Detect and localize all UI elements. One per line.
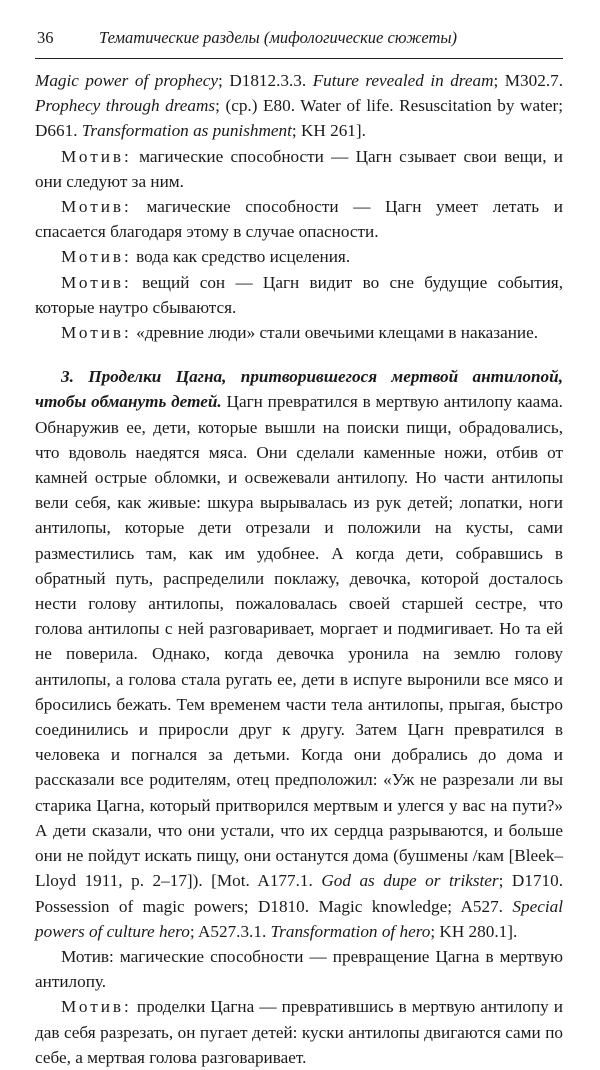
motif-lead: Мотив: [61, 272, 132, 292]
motif-paragraph [35, 194, 563, 244]
motif-paragraph [35, 144, 563, 194]
motif-lead: Мотив: [61, 197, 132, 217]
section-spacer [35, 345, 563, 364]
section-3-text: ; A527.3.1. [189, 921, 271, 941]
motif-text: магические способности — превращение Цагна в мертвую антилопу. [35, 946, 563, 992]
section-3-heading: 3. Проделки Цагна, притворившегося мертвой антилопой, чтобы обмануть детей. [35, 367, 563, 412]
motif-lead: Мотив: [61, 997, 132, 1017]
ref-text: ; KH 261]. [291, 121, 366, 141]
motif-lead: Мотив: [61, 146, 132, 166]
motif-text: магические способности — Цагн умеет летать и спасается благодаря этому в случае опасности. [35, 197, 563, 242]
reference-paragraph [35, 68, 563, 144]
section-3-text: Цагн превратился в мертвую антилопу каама. Обнаружив ее, дети, которые вышли на поиски пищи, обрадовались, что вдоволь наедятся мяса. Они сделали каменные ножи, отбив от камней острые обломки, и освежевали антилопу. Но части антилопы вели себя, как живые: шкура вырывалась из рук детей; лопатки, ноги антилопы, которые дети отрезали и положили на кусты, сами разместились там, как им удобнее. А когда дети, собравшись в обратный путь, распределили поклажу, девочка, которой досталось нести голову антилопы, пожаловалась своей старшей сестре, что голова антилопы с ней разговаривает, моргает и подмигивает. Но та ей не поверила. Однако, когда девочка уронила на землю голову антилопы, а голова стала ругать ее, дети в испуге выронили все мясо и бросились бежать. Тем временем части тела антилопы, прыгая, быстро соединились и приросли друг к другу. Затем Цагн превратился в человека и погнался за детьми. Когда они добрались до дома и рассказали все родителям, отец предположил: «Уж не разрезали ли вы старика Цагна, который притворился мертвым и улегся у вас на пути?» А дети сказали, что они устали, что их сердца разрываются, и больше они не пойдут искать пищу, они останутся дома (бушмены /кам [Bleek–Lloyd 1911, p. 2–17]). [Mot. A177.1. [35, 392, 563, 891]
section-3-text: ; KH 280.1]. [430, 921, 518, 941]
motif-text: вода как средство исцеления. [131, 247, 351, 267]
motif-paragraph [35, 994, 563, 1070]
section-3-italic: Transformation of hero [270, 921, 431, 941]
motif-text: магические способности — Цагн сзывает свои вещи, и они следуют за ним. [35, 146, 563, 191]
page-body [35, 68, 563, 1070]
ref-italic: Magic power of prophecy [35, 71, 219, 90]
motif-text: проделки Цагна — превратившись в мертвую антилопу и дав себя разрезать, он пугает детей: куски антилопы двигаются сами по себе, а мертвая голова разговаривает. [35, 997, 563, 1067]
motif-paragraph [35, 320, 563, 345]
motif-text: «древние люди» стали овечьими клещами в наказание. [131, 323, 539, 343]
motif-lead: Мотив: [61, 247, 132, 267]
motif-paragraph [35, 244, 563, 269]
section-3-italic: Special powers of culture hero [35, 896, 563, 941]
motif-paragraph [35, 270, 563, 320]
motif-lead: Мотив: [61, 323, 132, 343]
section-3-text: ; D1710. Possession of magic powers; D1810. Magic knowledge; A527. [35, 871, 564, 916]
ref-text: ; M302.7. [493, 71, 564, 90]
page-header [35, 24, 563, 59]
motif-text: вещий сон — Цагн видит во сне будущие события, которые наутро сбываются. [35, 272, 563, 317]
section-3-paragraph [35, 364, 563, 944]
page-number: 36 [37, 28, 54, 47]
ref-italic: Transformation as punishment [81, 121, 292, 141]
ref-text: ; (ср.) E80. Water of life. Resuscitation by water; D661. [35, 96, 564, 141]
section-3-italic: God as dupe or trikster [321, 871, 499, 891]
ref-italic: Future revealed in dream [312, 71, 494, 90]
ref-italic: Prophecy through dreams [35, 96, 216, 116]
motif-lead: Мотив: [61, 946, 114, 966]
running-title: Тематические разделы (мифологические сюжеты) [99, 28, 458, 47]
motif-paragraph [35, 944, 563, 994]
ref-text: ; D1812.3.3. [218, 71, 313, 90]
